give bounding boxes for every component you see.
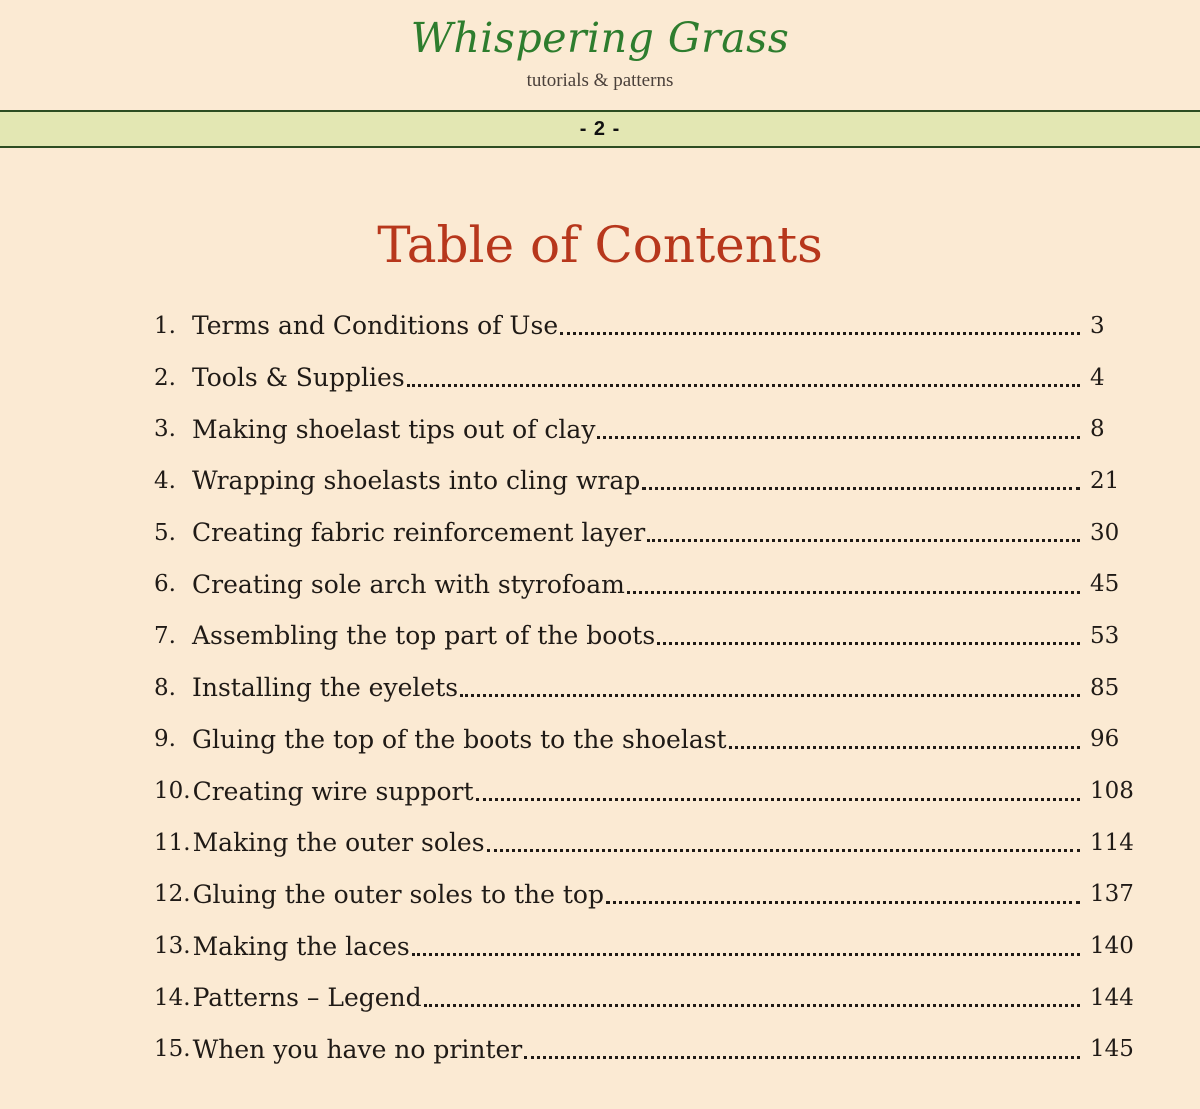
toc-entry-page: 140 xyxy=(1090,933,1134,960)
toc-list xyxy=(154,300,1144,1075)
toc-entry[interactable] xyxy=(154,1024,1144,1076)
page-header xyxy=(0,0,1200,110)
toc-entry-page: 21 xyxy=(1090,467,1120,494)
toc-entry-label: Gluing the top of the boots to the shoelast xyxy=(192,724,727,754)
toc-dot-leader xyxy=(487,823,1080,852)
toc-dot-leader xyxy=(597,410,1080,439)
toc-entry-page: 4 xyxy=(1090,364,1105,391)
toc-entry[interactable] xyxy=(154,300,1144,352)
toc-entry[interactable] xyxy=(154,352,1144,404)
toc-entry-page: 145 xyxy=(1090,1036,1134,1063)
toc-entry-page: 85 xyxy=(1090,674,1120,701)
toc-entry-label: Patterns – Legend xyxy=(192,983,422,1013)
toc-entry-label: When you have no printer xyxy=(192,1034,523,1064)
toc-entry[interactable] xyxy=(154,817,1144,869)
toc-entry[interactable] xyxy=(154,920,1144,972)
toc-entry-page: 3 xyxy=(1090,312,1105,339)
toc-dot-leader xyxy=(657,616,1080,645)
toc-entry-label: Assembling the top part of the boots xyxy=(192,621,656,651)
toc-entry-label: Wrapping shoelasts into cling wrap xyxy=(192,466,641,496)
toc-entry-number: 12. xyxy=(154,881,191,908)
toc-entry[interactable] xyxy=(154,455,1144,507)
toc-entry[interactable] xyxy=(154,972,1144,1024)
toc-dot-leader xyxy=(407,358,1080,387)
toc-entry-number: 15. xyxy=(154,1036,191,1063)
page-number-bar xyxy=(0,110,1200,148)
toc-entry-number: 10. xyxy=(154,778,191,805)
toc-dot-leader xyxy=(560,306,1080,335)
toc-entry-number: 5. xyxy=(154,519,176,546)
toc-entry-page: 45 xyxy=(1090,571,1120,598)
toc-dot-leader xyxy=(460,668,1080,697)
toc-entry-number: 7. xyxy=(154,622,176,649)
toc-entry-number: 4. xyxy=(154,467,176,494)
toc-entry-label: Creating wire support xyxy=(192,776,474,806)
toc-entry[interactable] xyxy=(154,765,1144,817)
toc-entry[interactable] xyxy=(154,558,1144,610)
toc-entry[interactable] xyxy=(154,610,1144,662)
toc-dot-leader xyxy=(627,565,1080,594)
toc-entry[interactable] xyxy=(154,662,1144,714)
toc-entry-label: Making the outer soles xyxy=(192,828,485,858)
toc-entry-number: 2. xyxy=(154,364,176,391)
toc-title: Table of Contents xyxy=(377,216,823,274)
toc-entry-page: 30 xyxy=(1090,519,1120,546)
toc-entry-label: Making the laces xyxy=(192,931,410,961)
toc-entry-number: 6. xyxy=(154,571,176,598)
toc-entry-page: 53 xyxy=(1090,622,1120,649)
toc-entry-page: 114 xyxy=(1090,829,1134,856)
toc-entry-number: 11. xyxy=(154,829,191,856)
page-number: - 2 - xyxy=(579,118,621,140)
toc-entry-label: Creating fabric reinforcement layer xyxy=(192,518,646,548)
toc-entry-number: 13. xyxy=(154,933,191,960)
toc-entry[interactable] xyxy=(154,869,1144,921)
toc-dot-leader xyxy=(647,513,1080,542)
toc-entry-label: Creating sole arch with styrofoam xyxy=(192,569,625,599)
toc-entry[interactable] xyxy=(154,403,1144,455)
toc-entry-label: Gluing the outer soles to the top xyxy=(192,879,604,909)
toc-entry-label: Installing the eyelets xyxy=(192,673,459,703)
toc-dot-leader xyxy=(424,978,1080,1007)
brand-title: Whispering Grass xyxy=(410,14,790,62)
toc-entry-number: 1. xyxy=(154,312,176,339)
toc-dot-leader xyxy=(476,772,1080,801)
toc-entry-number: 3. xyxy=(154,416,176,443)
toc-entry[interactable] xyxy=(154,507,1144,559)
toc-dot-leader xyxy=(412,927,1080,956)
toc-entry-label: Making shoelast tips out of clay xyxy=(192,414,596,444)
toc-entry-number: 8. xyxy=(154,674,176,701)
toc-entry-page: 8 xyxy=(1090,416,1105,443)
toc-entry-page: 108 xyxy=(1090,778,1134,805)
toc-entry-number: 9. xyxy=(154,726,176,753)
toc-dot-leader xyxy=(729,720,1080,749)
brand-subtitle: tutorials & patterns xyxy=(526,70,674,91)
toc-entry-page: 144 xyxy=(1090,984,1134,1011)
toc-entry-number: 14. xyxy=(154,984,191,1011)
toc-entry-page: 96 xyxy=(1090,726,1120,753)
toc-dot-leader xyxy=(642,461,1080,490)
toc-dot-leader xyxy=(524,1030,1080,1059)
toc-entry-page: 137 xyxy=(1090,881,1134,908)
toc-entry-label: Tools & Supplies xyxy=(192,363,405,393)
toc-entry-label: Terms and Conditions of Use xyxy=(192,311,559,341)
toc-dot-leader xyxy=(606,875,1080,904)
toc-entry[interactable] xyxy=(154,714,1144,766)
